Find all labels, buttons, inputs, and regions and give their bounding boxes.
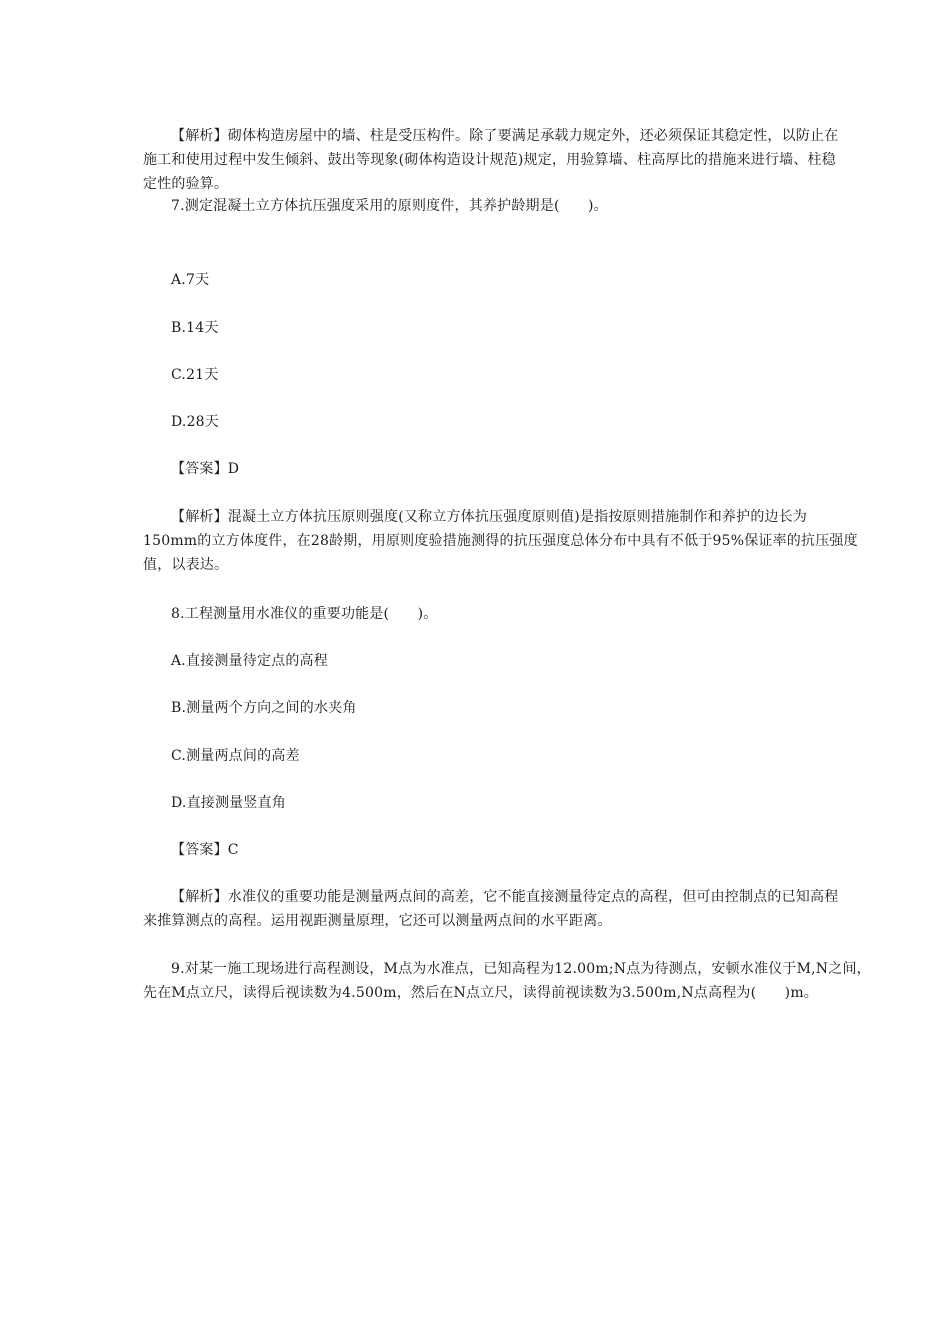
answer-8	[143, 838, 863, 862]
answer-7	[143, 457, 863, 481]
option-text: C.测量两点间的高差	[171, 748, 300, 764]
question-text: 8.工程测量用水准仪的重要功能是( )。	[171, 606, 438, 622]
question-8	[143, 602, 863, 626]
option-8b	[143, 696, 863, 720]
text-line: 150mm的立方体度件，在28龄期，用原则度验措施测得的抗压强度总体分布中具有不低于95%保证率的抗压强度	[143, 533, 858, 549]
question-text: 7.测定混凝土立方体抗压强度采用的原则度件，其养护龄期是( )。	[171, 198, 608, 214]
text-line: 【解析】混凝土立方体抗压原则强度(又称立方体抗压强度原则值)是指按原则措施制作和养护的边长为	[171, 509, 808, 525]
option-8c	[143, 744, 863, 768]
text-line: 值，以表达。	[143, 557, 229, 573]
question-9	[143, 957, 871, 1005]
text-line: 施工和使用过程中发生倾斜、鼓出等现象(砌体构造设计规范)规定，用验算墙、柱高厚比的措施来进行墙、柱稳	[143, 152, 836, 168]
option-8a	[143, 649, 863, 673]
option-text: D.直接测量竖直角	[171, 795, 286, 811]
answer-text: 【答案】D	[171, 461, 240, 477]
question-7	[143, 194, 863, 218]
question-text: 9.对某一施工现场进行高程测设，M点为水准点，已知高程为12.00m;N点为待测点，安顿水准仪于M,N之间，	[171, 961, 871, 977]
question-text: 先在M点立尺，读得后视读数为4.500m，然后在N点立尺，读得前视读数为3.500m,N点高程为( )m。	[143, 985, 818, 1001]
explanation-q8	[143, 885, 863, 933]
option-7d	[143, 410, 863, 434]
text-line: 定性的验算。	[143, 176, 229, 192]
option-7c	[143, 363, 863, 387]
option-text: A.直接测量待定点的高程	[171, 653, 328, 669]
option-8d	[143, 791, 863, 815]
option-text: D.28天	[171, 414, 219, 430]
option-text: C.21天	[171, 367, 219, 383]
option-text: B.14天	[171, 320, 219, 336]
option-7b	[143, 316, 863, 340]
option-text: A.7天	[171, 272, 210, 288]
text-line: 来推算测点的高程。运用视距测量原理，它还可以测量两点间的水平距离。	[143, 913, 612, 929]
option-7a	[143, 268, 863, 292]
option-text: B.测量两个方向之间的水夹角	[171, 700, 357, 716]
explanation-q6	[143, 124, 863, 196]
answer-text: 【答案】C	[171, 842, 239, 858]
explanation-q7	[143, 505, 863, 577]
text-line: 【解析】砌体构造房屋中的墙、柱是受压构件。除了要满足承载力规定外，还必须保证其稳定性，以防止在	[171, 128, 839, 144]
text-line: 【解析】水准仪的重要功能是测量两点间的高差，它不能直接测量待定点的高程，但可由控制点的已知高程	[171, 889, 839, 905]
